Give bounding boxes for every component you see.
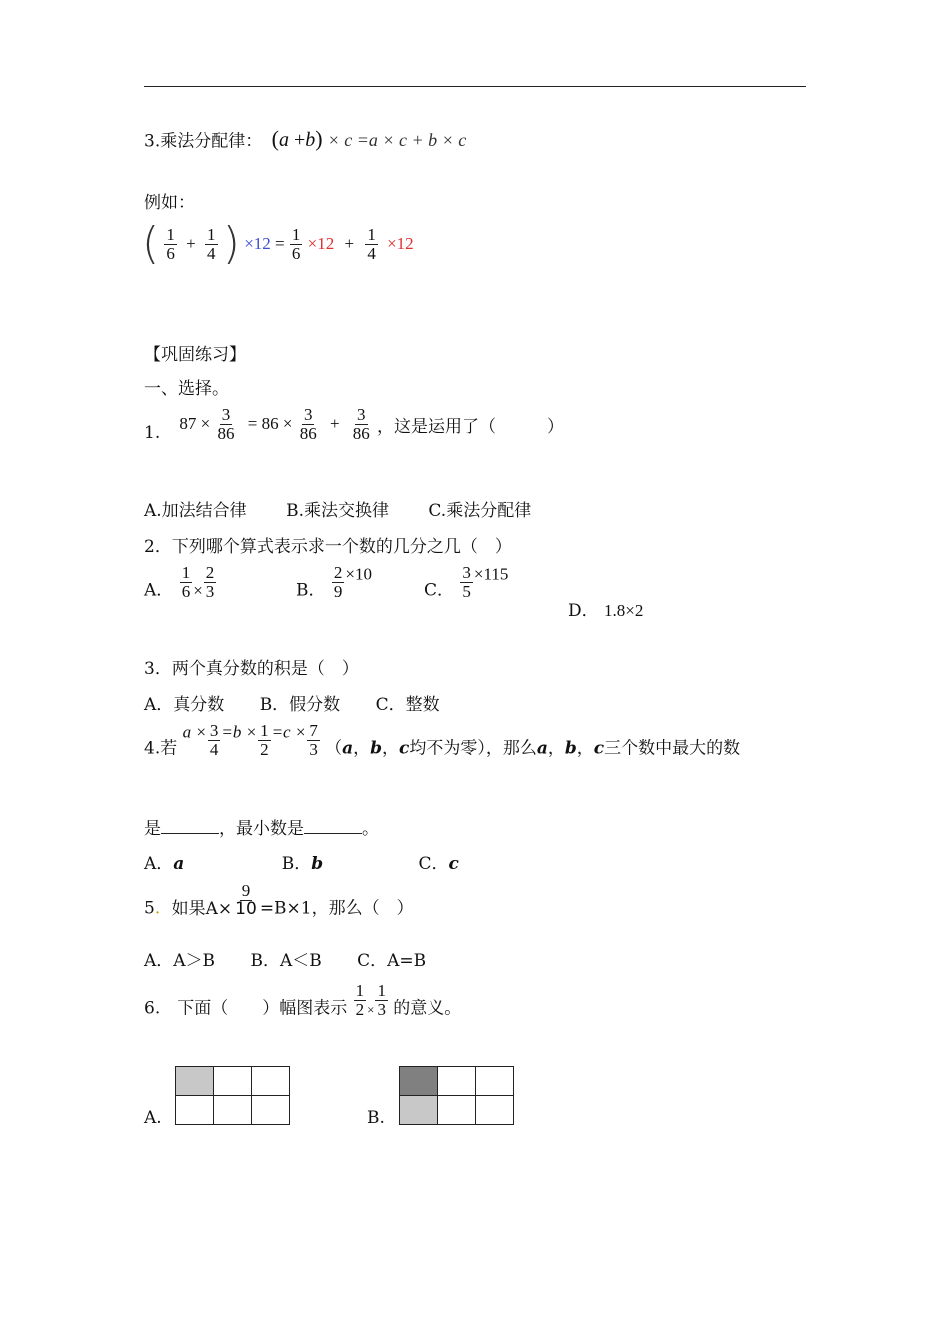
q4-prefix: 4.若 <box>144 738 178 759</box>
formula-rparen: ) <box>315 126 323 151</box>
q4-frac-3: $\frac{7}{3}$ <box>309 721 318 759</box>
q2-c-frac: $\frac{3}{5}$ <box>462 563 471 601</box>
example-expression <box>142 218 414 269</box>
example-frac-1-4-b: $\frac{1}{4}$ <box>367 224 376 263</box>
q3-option-c[interactable]: C．整数 <box>375 695 440 715</box>
q1-expression <box>179 405 377 443</box>
example-times12-red-2: ×12 <box>387 234 414 253</box>
q6-a-cell <box>214 1096 252 1125</box>
q4-term-a: a × <box>182 722 207 741</box>
q6-a-cell <box>214 1067 252 1096</box>
q4-option-c[interactable]: C．c <box>418 854 459 874</box>
q6-a-cell <box>252 1096 290 1125</box>
formula-a: a <box>278 129 289 151</box>
q2-b-frac: $\frac{2}{9}$ <box>333 563 343 601</box>
example-plus-2: + <box>344 234 355 253</box>
q2-a-frac-2: $\frac{2}{3}$ <box>205 563 215 601</box>
law-formula <box>271 126 467 151</box>
example-plus: + <box>186 234 196 253</box>
q4-blank-min[interactable] <box>304 819 362 834</box>
q6-a-label[interactable]: A. <box>144 1108 162 1128</box>
q5-frac: $\frac{9}{10}$ <box>235 881 257 919</box>
q6-b-cell <box>476 1067 514 1096</box>
q1-options <box>144 496 531 521</box>
q2-option-b[interactable] <box>296 564 372 601</box>
q6-text-a: 6. 下面（ ）幅图表示 <box>144 998 348 1019</box>
example-frac-1-4: $\frac{1}{4}$ <box>207 224 216 263</box>
q4-line-2: 是 ，最小数是 。 <box>144 819 379 839</box>
q1-number: 1. <box>144 422 161 443</box>
question-6 <box>144 982 461 1019</box>
q6-b-cell <box>400 1096 438 1125</box>
question-1 <box>144 406 564 443</box>
q2-option-a[interactable] <box>144 564 217 601</box>
q2-c-times: ×115 <box>473 564 509 583</box>
section-title: 【巩固练习】 <box>144 345 246 365</box>
q1-term-c: + <box>329 414 340 434</box>
q4-term-b: =b × <box>221 722 258 741</box>
q4-option-a[interactable]: A．a <box>144 854 185 874</box>
distributive-law <box>144 126 466 152</box>
q3-option-b[interactable]: B．假分数 <box>259 695 341 715</box>
law-label: 3.乘法分配律： <box>144 131 263 152</box>
example-label: 例如： <box>144 193 195 213</box>
q6-a-cell <box>176 1096 214 1125</box>
q2-b-label: B． <box>296 580 326 601</box>
q5-dot: . <box>154 898 161 919</box>
q2-option-c[interactable] <box>424 564 508 601</box>
q2-option-d[interactable] <box>568 596 643 621</box>
q2-text: 2．下列哪个算式表示求一个数的几分之几（ ） <box>144 537 512 557</box>
q2-a-label: A． <box>144 580 174 601</box>
header-rule <box>144 86 806 87</box>
example-rparen: ) <box>222 218 240 269</box>
q4-options <box>144 849 459 874</box>
q4-tail: （a，b，c均不为零），那么a，b，c三个数中最大的数 <box>325 738 741 759</box>
example-lparen: ( <box>142 218 160 269</box>
q1-frac-1: $\frac{3}{86}$ <box>217 405 235 443</box>
q1-frac-3: $\frac{3}{86}$ <box>352 405 370 443</box>
q6-diagram-b[interactable] <box>399 1066 514 1125</box>
q6-b-cell <box>438 1096 476 1125</box>
formula-plus: + <box>293 129 306 151</box>
q1-term-b: = 86 × <box>247 414 293 434</box>
q5-number: 5 <box>144 898 155 919</box>
q5-options <box>144 946 426 971</box>
q1-option-c[interactable]: C.乘法分配律 <box>428 501 532 521</box>
question-5 <box>144 882 414 919</box>
q1-tail: ，这是运用了（ ） <box>377 416 565 437</box>
example-frac-1-6-b: $\frac{1}{6}$ <box>291 224 301 263</box>
q2-a-frac-1: $\frac{1}{6}$ <box>181 563 191 601</box>
q2-a-times: × <box>193 580 203 600</box>
question-4 <box>144 722 740 759</box>
q5-option-b[interactable]: B．A＜B <box>250 951 322 971</box>
q4-frac-1: $\frac{3}{4}$ <box>209 721 219 759</box>
q4-blank-max[interactable] <box>161 819 219 834</box>
formula-lparen: ( <box>271 126 279 151</box>
q2-d-label: D． <box>568 601 599 621</box>
q6-b-cell <box>400 1067 438 1096</box>
q1-option-a[interactable]: A.加法结合律 <box>144 501 247 521</box>
q3-option-a[interactable]: A．真分数 <box>144 695 225 715</box>
q5-option-a[interactable]: A．A＞B <box>144 951 216 971</box>
q6-b-cell <box>438 1067 476 1096</box>
example-times12-red-1: ×12 <box>307 234 335 253</box>
q2-c-label: C． <box>424 580 455 601</box>
q2-d-value: 1.8×2 <box>604 601 644 620</box>
example-frac-1-6: $\frac{1}{6}$ <box>166 224 175 263</box>
part1-title: 一、选择。 <box>144 379 229 399</box>
q4-term-c: =c × <box>271 722 307 741</box>
q5-option-c[interactable]: C．A=B <box>357 951 427 971</box>
q4-option-b[interactable]: B．b <box>281 854 324 874</box>
q1-frac-2: $\frac{3}{86}$ <box>299 405 317 443</box>
example-equals: = <box>275 234 285 253</box>
example-times12-blue: ×12 <box>244 234 271 253</box>
q6-times: × <box>367 1001 375 1017</box>
q5-text-b: =B×1，那么（ ） <box>259 898 414 919</box>
q1-option-b[interactable]: B.乘法交换律 <box>286 501 389 521</box>
q5-text-a: 如果A× <box>171 898 233 919</box>
q3-options <box>144 690 440 715</box>
formula-b: b <box>305 129 316 151</box>
q6-b-label[interactable]: B. <box>367 1108 385 1128</box>
q4-frac-2: $\frac{1}{2}$ <box>260 721 269 759</box>
formula-rest: × c =a × c + b × c <box>327 130 467 150</box>
q3-text: 3．两个真分数的积是（ ） <box>144 659 359 679</box>
q6-frac-2: $\frac{1}{3}$ <box>377 981 386 1019</box>
q6-a-cell <box>252 1067 290 1096</box>
q6-a-cell <box>176 1067 214 1096</box>
q6-b-cell <box>476 1096 514 1125</box>
q6-frac-1: $\frac{1}{2}$ <box>355 981 365 1019</box>
q6-text-b: 的意义。 <box>393 998 462 1019</box>
q1-term-a: 87 × <box>179 414 211 434</box>
q6-diagram-a[interactable] <box>175 1066 290 1125</box>
q2-b-times: ×10 <box>345 564 372 583</box>
